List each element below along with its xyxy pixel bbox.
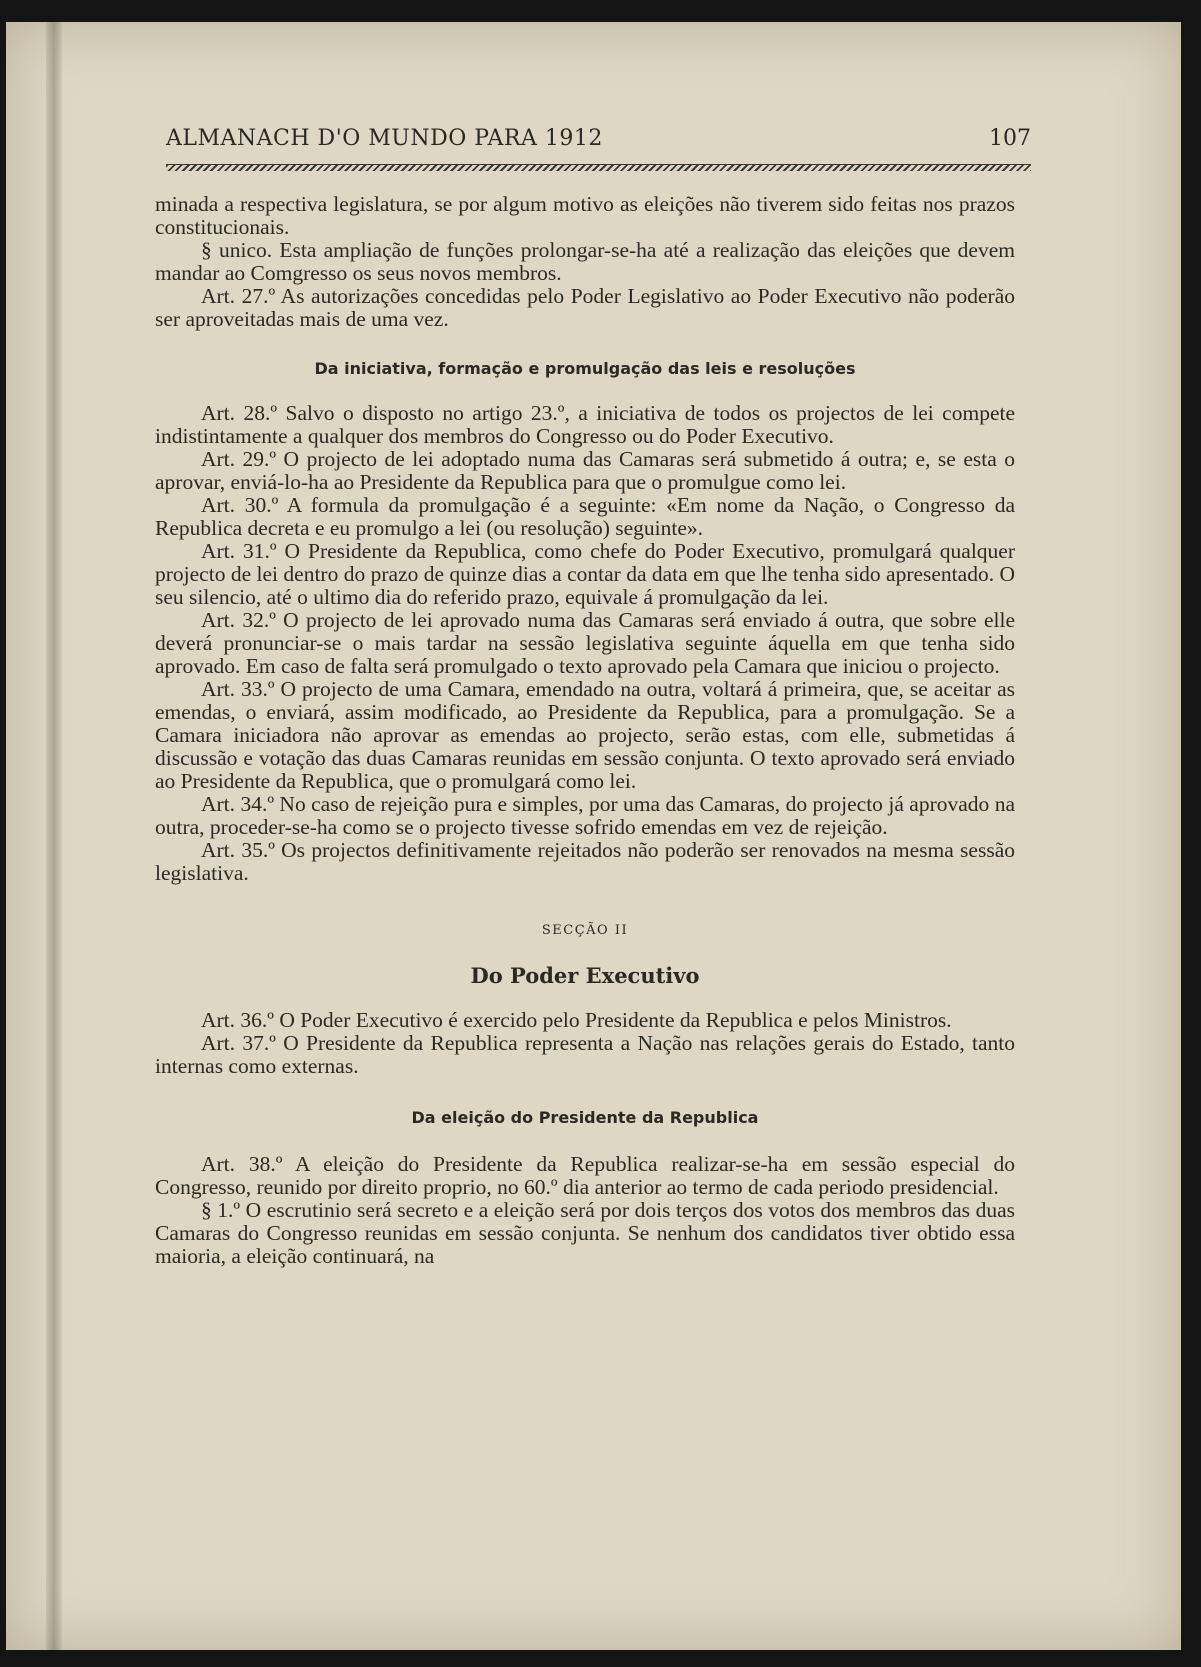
paragraph-art-37: Art. 37.º O Presidente da Republica representa a Nação nas relações gerais do Estado, tanto internas como externas.	[155, 1031, 1015, 1078]
running-title: ALMANACH D'O MUNDO PARA 1912	[166, 126, 603, 151]
paragraph-art-34: Art. 34.º No caso de rejeição pura e simples, por uma das Camaras, do projecto já aprovado na outra, proceder-se-ha como se o projecto tivesse sofrido emendas em vez de rejeição.	[155, 792, 1015, 839]
subheading-iniciativa: Da iniciativa, formação e promulgação das leis e resoluções	[314, 359, 856, 378]
paragraph-art-31: Art. 31.º O Presidente da Republica, como chefe do Poder Executivo, promulgará qualquer projecto de lei dentro do prazo de quinze dias a contar da data em que lhe tenha sido apresentado. O seu silencio, até o ultimo dia do referido prazo, equivale á promulgação da lei.	[155, 539, 1015, 609]
paragraph-art-28: Art. 28.º Salvo o disposto no artigo 23.º, a iniciativa de todos os projectos de lei compete indistintamente a qualquer dos membros do Congresso ou do Poder Executivo.	[155, 401, 1015, 448]
paragraph-unico: § unico. Esta ampliação de funções prolongar-se-ha até a realização das eleições que devem mandar ao Comgresso os seus novos membros.	[155, 238, 1015, 285]
page-gutter	[46, 22, 62, 1650]
paragraph-art-30: Art. 30.º A formula da promulgação é a seguinte: «Em nome da Nação, o Congresso da Republica decreta e eu promulgo a lei (ou resolução) seguinte».	[155, 493, 1015, 540]
page-number: 107	[989, 126, 1031, 151]
paragraph-art-36: Art. 36.º O Poder Executivo é exercido pelo Presidente da Republica e pelos Ministros.	[201, 1008, 952, 1032]
paragraph-art-38: Art. 38.º A eleição do Presidente da Republica realizar-se-ha em sessão especial do Congresso, reunido por direito proprio, no 60.º dia anterior ao termo de cada periodo presidencial.	[155, 1152, 1015, 1199]
section-title: Do Poder Executivo	[470, 963, 700, 988]
paragraph-art-38-s1: § 1.º O escrutinio será secreto e a eleição será por dois terços dos votos dos membros das duas Camaras do Congresso reunidas em sessão conjunta. Se nenhum dos candidatos tiver obtido essa maioria, a eleição continuará, na	[155, 1198, 1015, 1268]
paragraph-art-27: Art. 27.º As autorizações concedidas pelo Poder Legislativo ao Poder Executivo não poderão ser aproveitadas mais de uma vez.	[155, 284, 1015, 331]
paragraph-art-32: Art. 32.º O projecto de lei aprovado numa das Camaras será enviado á outra, que sobre elle deverá pronunciar-se o mais tardar na sessão legislativa seguinte áquella em que tenha sido aprovado. Em caso de falta será promulgado o texto aprovado pela Camara que iniciou o projecto.	[155, 608, 1015, 678]
body-text	[155, 193, 1015, 1268]
subheading-eleicao: Da eleição do Presidente da Republica	[411, 1108, 759, 1127]
paragraph-art-33: Art. 33.º O projecto de uma Camara, emendado na outra, voltará á primeira, que, se aceitar as emendas, o enviará, assim modificado, ao Presidente da Republica, para a promulgação. Se a Camara iniciadora não aprovar as emendas ao projecto, serão estas, com elle, submetidas á discussão e votação das duas Camaras reunidas em sessão conjunta. O texto aprovado será enviado ao Presidente da Republica, que o promulgará como lei.	[155, 677, 1015, 793]
section-label: SECÇÃO II	[541, 923, 629, 938]
paragraph-continuation: minada a respectiva legislatura, se por algum motivo as eleições não tiverem sido feitas nos prazos constitucionais.	[155, 192, 1015, 239]
page-header	[166, 112, 1031, 152]
paragraph-art-35: Art. 35.º Os projectos definitivamente rejeitados não poderão ser renovados na mesma sessão legislativa.	[155, 838, 1015, 885]
header-rule	[166, 164, 1031, 171]
paragraph-art-29: Art. 29.º O projecto de lei adoptado numa das Camaras será submetido á outra; e, se esta o aprovar, enviá-lo-ha ao Presidente da Republica para que o promulgue como lei.	[155, 447, 1015, 494]
